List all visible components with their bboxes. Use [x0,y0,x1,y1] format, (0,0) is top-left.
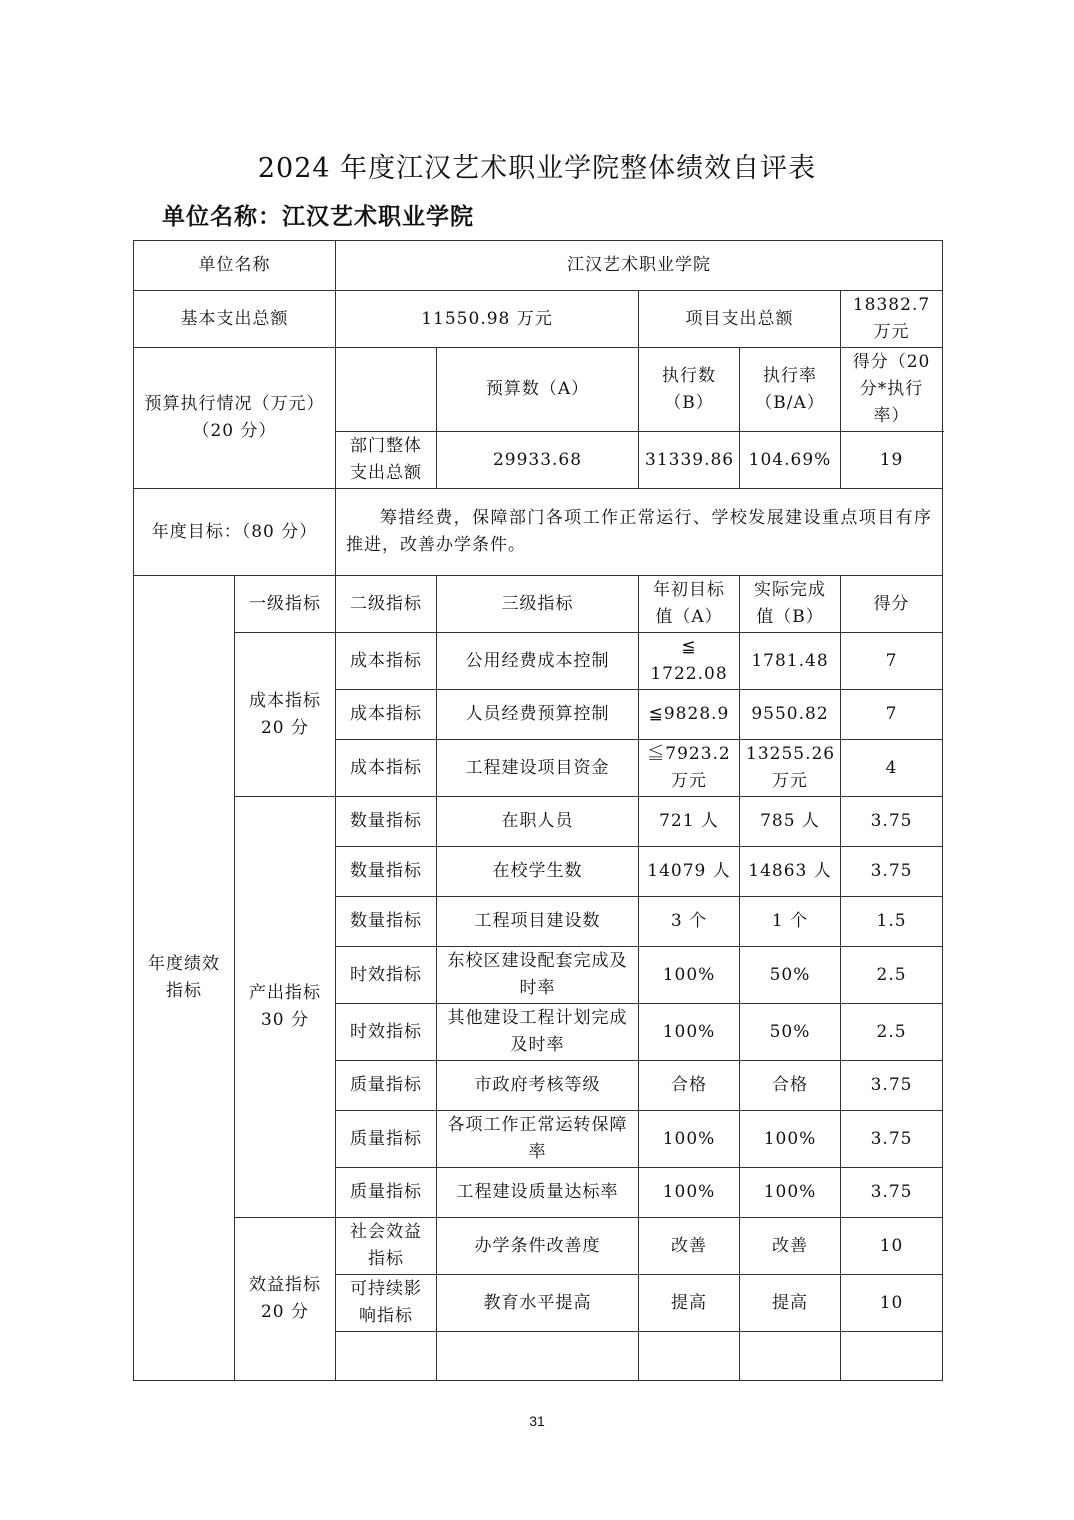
target-cell: 提高 [639,1275,740,1332]
actual-cell: 13255.26 万元 [740,740,841,797]
actual-cell: 100% [740,1168,841,1218]
level2-cell: 成本指标 [336,740,437,797]
target-cell: 721 人 [639,797,740,847]
target-cell: 改善 [639,1218,740,1275]
level3-cell: 其他建设工程计划完成及时率 [437,1004,639,1061]
score-cell: 7 [841,690,943,740]
empty-cell [336,1332,437,1381]
actual-cell: 改善 [740,1218,841,1275]
level2-cell: 质量指标 [336,1168,437,1218]
target-cell: 100% [639,1111,740,1168]
level3-cell: 工程建设质量达标率 [437,1168,639,1218]
score-cell: 3.75 [841,1061,943,1111]
table-row [134,633,943,690]
indicator-header-row [134,576,943,633]
header-level3: 三级指标 [437,576,639,633]
target-cell: 3 个 [639,897,740,947]
actual-cell: 100% [740,1111,841,1168]
unit-value: 江汉艺术职业学院 [336,241,943,291]
actual-cell: 50% [740,1004,841,1061]
score-cell: 3.75 [841,1111,943,1168]
level3-cell: 在校学生数 [437,847,639,897]
target-cell: 14079 人 [639,847,740,897]
level3-cell: 教育水平提高 [437,1275,639,1332]
level2-cell: 可持续影响指标 [336,1275,437,1332]
score-cell: 1.5 [841,897,943,947]
target-cell: ≦7923.2 万元 [639,740,740,797]
empty-cell [639,1332,740,1381]
table-row [134,1218,943,1275]
target-cell: ≦ 1722.08 [639,633,740,690]
budget-header-b: 执行数（B） [639,348,740,432]
budget-value-a: 29933.68 [437,432,639,489]
score-cell: 4 [841,740,943,797]
unit-name-line: 单位名称：江汉艺术职业学院 [162,204,474,230]
empty-cell [437,1332,639,1381]
goal-text: 筹措经费，保障部门各项工作正常运行、学校发展建设重点项目有序推进，改善办学条件。 [336,489,943,576]
level2-cell: 数量指标 [336,797,437,847]
level2-cell: 数量指标 [336,847,437,897]
benefit-label: 效益指标 20 分 [235,1218,336,1381]
budget-blank-cell [336,348,437,432]
performance-table [133,240,943,1381]
actual-cell: 提高 [740,1275,841,1332]
unit-label: 单位名称 [134,241,336,291]
expense-row [134,291,943,348]
score-cell: 3.75 [841,1168,943,1218]
budget-label: 预算执行情况（万元）（20 分） [134,348,336,489]
budget-value-score: 19 [841,432,943,489]
budget-header-rate: 执行率（B/A） [740,348,841,432]
level3-cell: 在职人员 [437,797,639,847]
budget-header-row [134,348,943,432]
score-cell: 2.5 [841,1004,943,1061]
header-actual: 实际完成值（B） [740,576,841,633]
budget-value-b: 31339.86 [639,432,740,489]
header-level2: 二级指标 [336,576,437,633]
table-row [134,797,943,847]
header-level1: 一级指标 [235,576,336,633]
basic-expense-value: 11550.98 万元 [336,291,639,348]
level3-cell: 办学条件改善度 [437,1218,639,1275]
level2-cell: 成本指标 [336,690,437,740]
score-cell: 10 [841,1218,943,1275]
score-cell: 2.5 [841,947,943,1004]
level3-cell: 各项工作正常运转保障率 [437,1111,639,1168]
level3-cell: 公用经费成本控制 [437,633,639,690]
goal-row [134,489,943,576]
level3-cell: 人员经费预算控制 [437,690,639,740]
level2-cell: 成本指标 [336,633,437,690]
score-cell: 7 [841,633,943,690]
perf-label: 年度绩效指标 [134,576,235,1381]
target-cell: 100% [639,1168,740,1218]
empty-cell [740,1332,841,1381]
header-target: 年初目标值（A） [639,576,740,633]
header-score: 得分 [841,576,943,633]
basic-expense-label: 基本支出总额 [134,291,336,348]
budget-header-a: 预算数（A） [437,348,639,432]
level3-cell: 市政府考核等级 [437,1061,639,1111]
unit-row [134,241,943,291]
level3-cell: 工程建设项目资金 [437,740,639,797]
budget-value-rate: 104.69% [740,432,841,489]
project-expense-label: 项目支出总额 [639,291,841,348]
level2-cell: 社会效益指标 [336,1218,437,1275]
actual-cell: 9550.82 [740,690,841,740]
level2-cell: 时效指标 [336,947,437,1004]
score-cell: 10 [841,1275,943,1332]
level2-cell: 时效指标 [336,1004,437,1061]
level2-cell: 质量指标 [336,1111,437,1168]
goal-label: 年度目标：（80 分） [134,489,336,576]
actual-cell: 50% [740,947,841,1004]
actual-cell: 1781.48 [740,633,841,690]
actual-cell: 785 人 [740,797,841,847]
target-cell: 100% [639,947,740,1004]
score-cell: 3.75 [841,797,943,847]
output-label: 产出指标 30 分 [235,797,336,1218]
cost-label: 成本指标 20 分 [235,633,336,797]
target-cell: 合格 [639,1061,740,1111]
target-cell: 100% [639,1004,740,1061]
level2-cell: 质量指标 [336,1061,437,1111]
actual-cell: 14863 人 [740,847,841,897]
level3-cell: 工程项目建设数 [437,897,639,947]
score-cell: 3.75 [841,847,943,897]
project-expense-value: 18382.7 万元 [841,291,943,348]
empty-cell [841,1332,943,1381]
budget-row-label: 部门整体支出总额 [336,432,437,489]
target-cell: ≦9828.9 [639,690,740,740]
actual-cell: 1 个 [740,897,841,947]
level3-cell: 东校区建设配套完成及时率 [437,947,639,1004]
document-title: 2024 年度江汉艺术职业学院整体绩效自评表 [257,153,817,184]
budget-header-score: 得分（20 分*执行率） [841,348,943,432]
level2-cell: 数量指标 [336,897,437,947]
actual-cell: 合格 [740,1061,841,1111]
page-number: 31 [529,1413,545,1429]
